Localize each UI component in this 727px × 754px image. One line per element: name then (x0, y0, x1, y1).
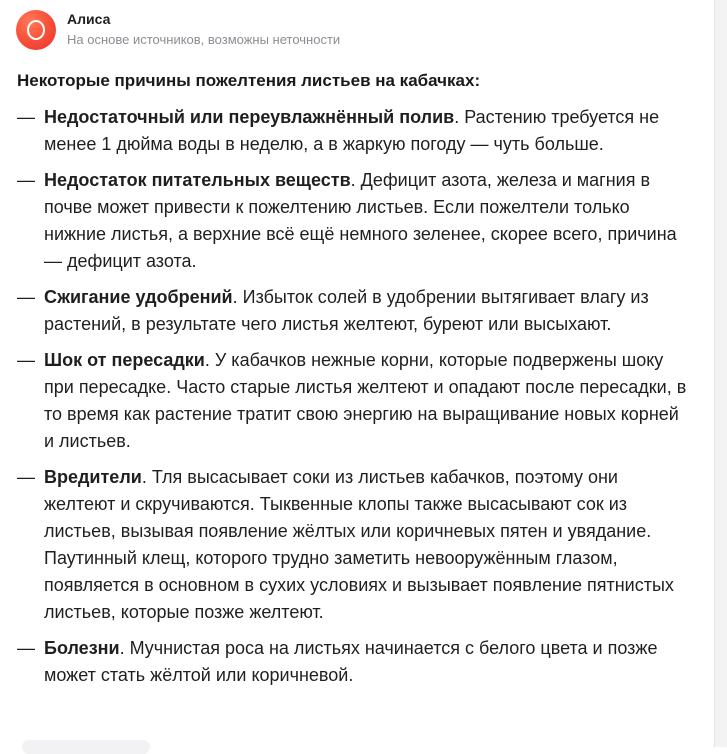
reason-text: . Мучнистая роса на листьях начинается с белого цвета и позже может стать жёлтой или коричневой. (44, 638, 658, 685)
sources-disclaimer: На основе источников, возможны неточности (67, 32, 341, 47)
list-item (17, 635, 692, 689)
reason-term: Сжигание удобрений (44, 287, 233, 307)
reason-term: Болезни (44, 638, 120, 658)
list-dash: — (17, 638, 35, 658)
reasons-list (17, 104, 692, 689)
reason-term: Недостаточный или переувлажнённый полив (44, 107, 455, 127)
list-item (17, 347, 692, 455)
list-dash: — (17, 350, 35, 370)
answer-header (16, 8, 340, 52)
list-dash: — (17, 287, 35, 307)
assistant-name: Алиса (67, 11, 111, 27)
source-chip[interactable] (22, 740, 150, 754)
list-dash: — (17, 107, 35, 127)
list-item (17, 284, 692, 338)
reason-text: . У кабачков нежные корни, которые подвержены шоку при пересадке. Часто старые листья желтеют и опадают после пересадки, в то время как растение тратит свою энергию на выращивание новых корней и листьев. (44, 350, 687, 451)
scrollbar-track[interactable] (714, 0, 727, 747)
list-dash: — (17, 170, 35, 190)
list-item (17, 464, 692, 626)
alice-logo-icon[interactable] (16, 10, 56, 50)
reason-term: Недостаток питательных веществ (44, 170, 351, 190)
reason-term: Шок от пересадки (44, 350, 205, 370)
list-dash: — (17, 467, 35, 487)
reason-term: Вредители (44, 467, 142, 487)
list-item (17, 104, 692, 158)
reason-text: . Дефицит азота, железа и магния в почве может привести к пожелтению листьев. Если пожелтели только нижние листья, а верхние всё ещё немного зеленее, скорее всего, причина — дефицит азота. (44, 170, 677, 271)
list-item (17, 167, 692, 275)
reason-text: . Избыток солей в удобрении вытягивает влагу из растений, в результате чего листья желтеют, буреют или высыхают. (44, 287, 649, 334)
reason-text: . Растению требуется не менее 1 дюйма воды в неделю, а в жаркую погоду — чуть больше. (44, 107, 660, 154)
answer-content (17, 68, 692, 698)
answer-title: Некоторые причины пожелтения листьев на кабачках: (17, 71, 481, 90)
header-text (67, 11, 340, 49)
reason-text: . Тля высасывает соки из листьев кабачков, поэтому они желтеют и скручиваются. Тыквенные клопы также высасывают сок из листьев, вызывая появление жёлтых или коричневых пятен и увядание. Паутинный клещ, которого трудно заметить невооружённым глазом, появляется в основном в сухих условиях и вызывает появление пятнистых листьев, которые позже желтеют. (44, 467, 674, 622)
